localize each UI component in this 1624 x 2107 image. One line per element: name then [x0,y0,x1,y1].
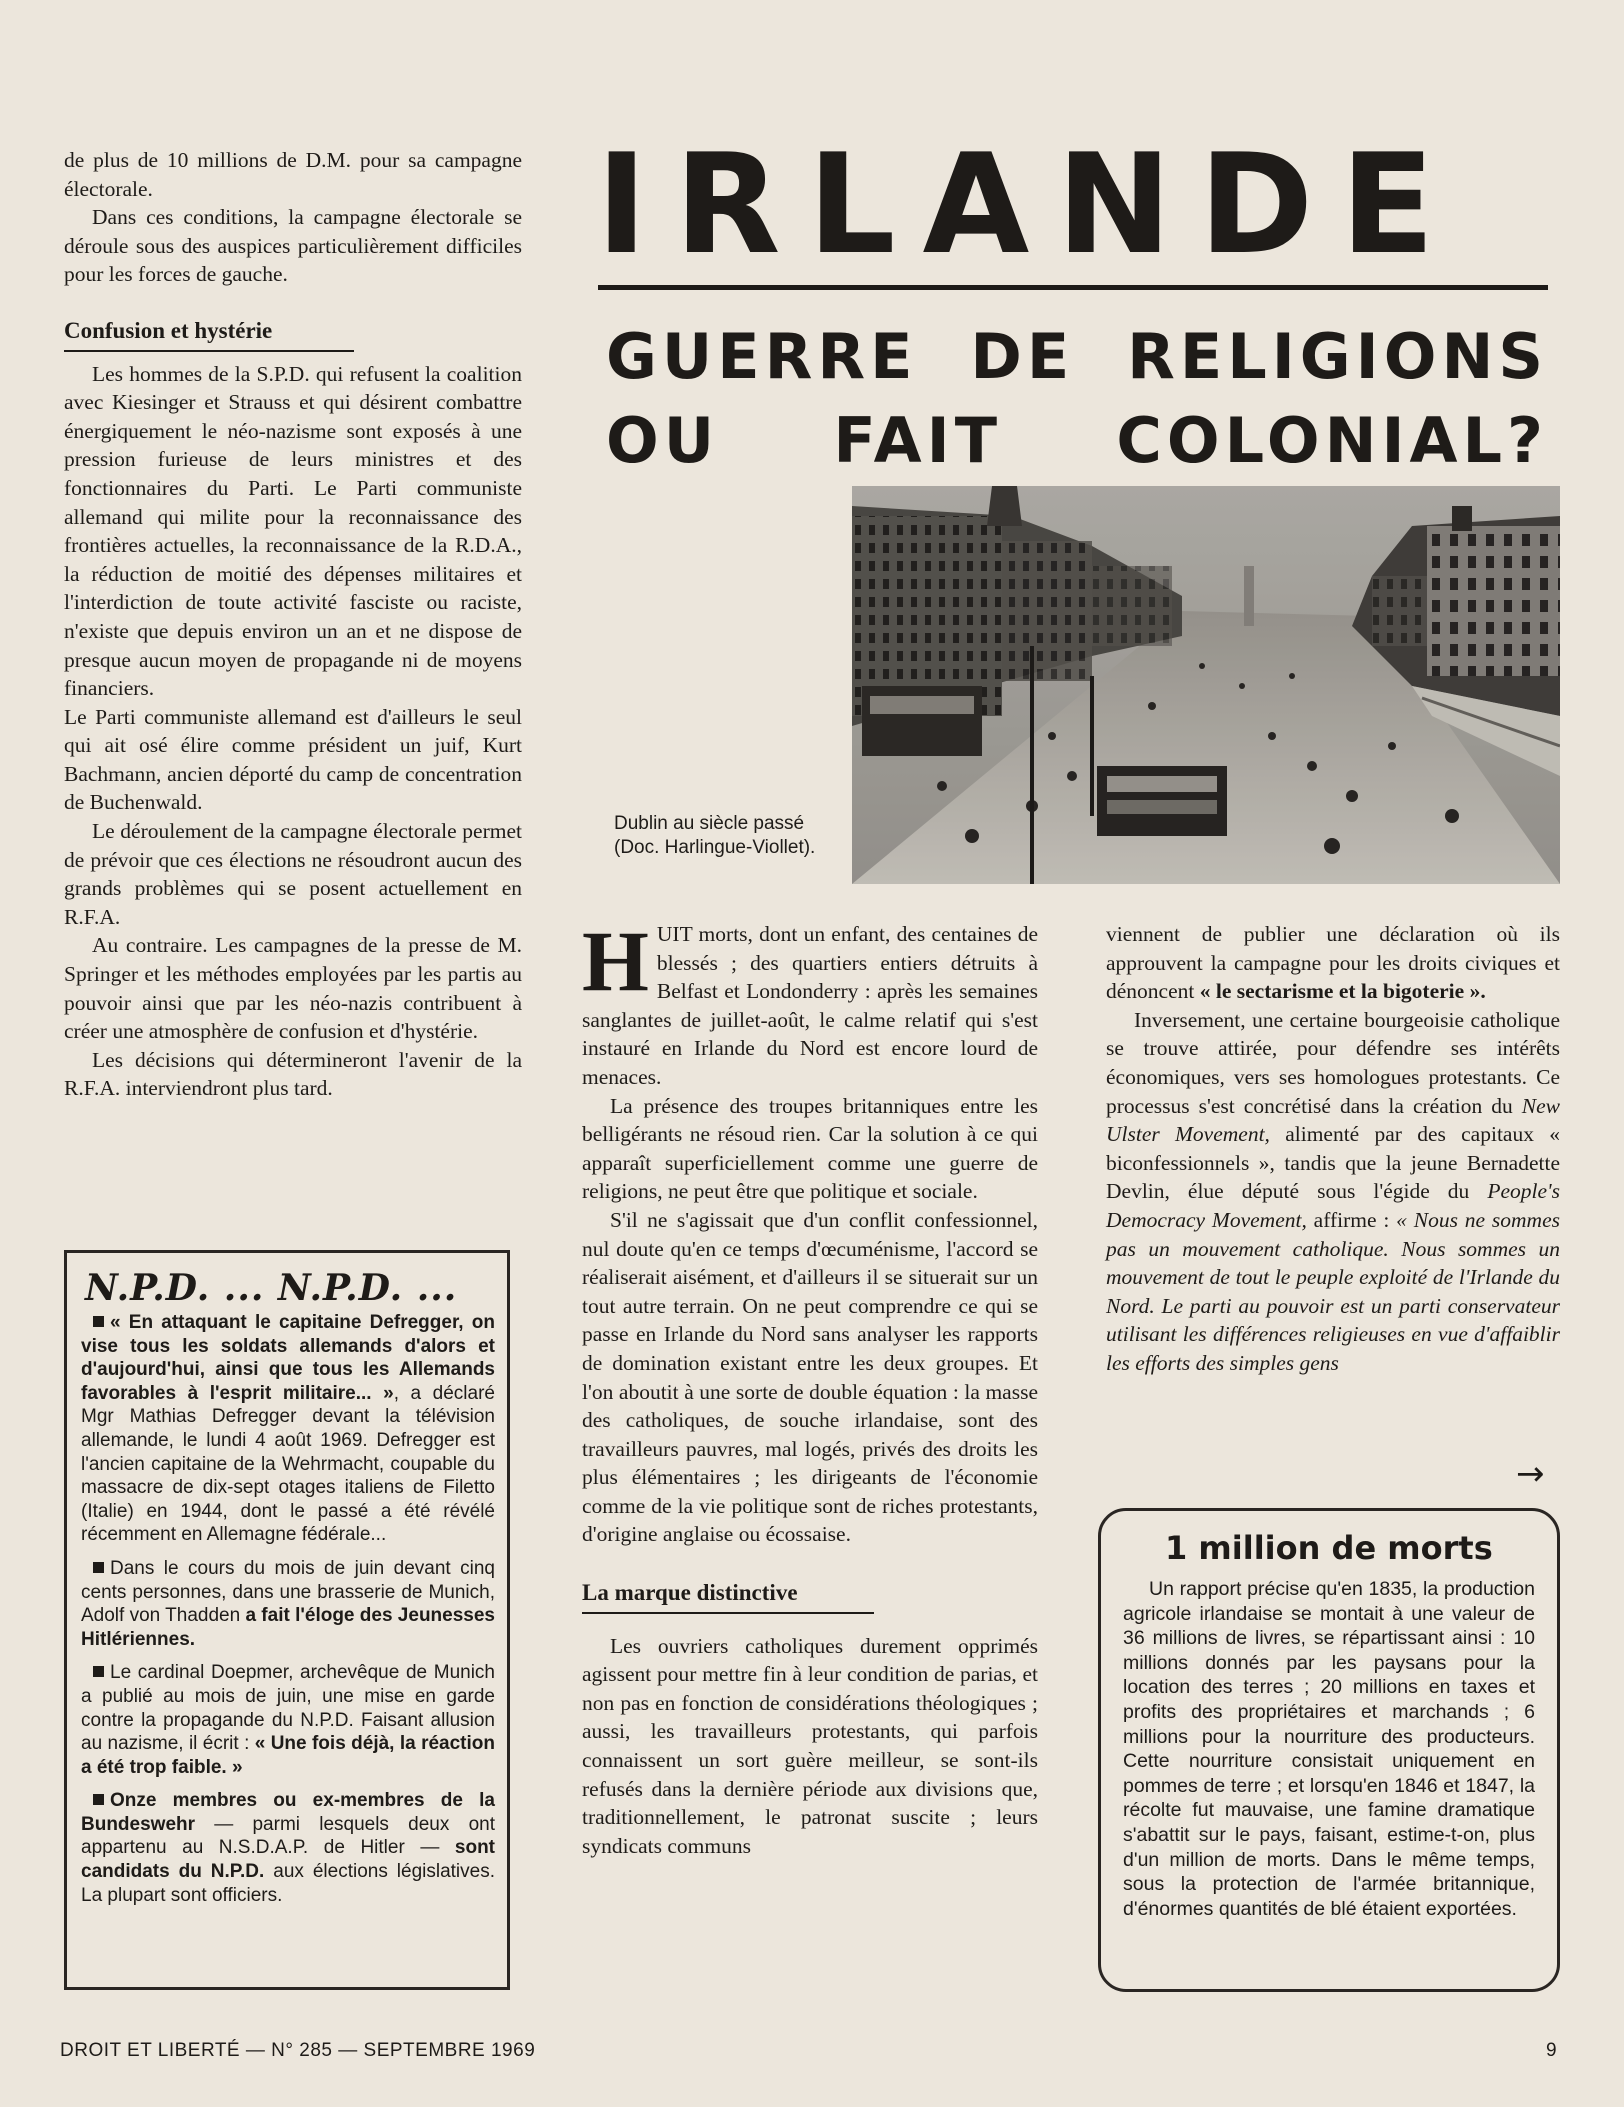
middle-column [582,913,1038,1860]
npd-item-1-text: , a déclaré Mgr Mathias Defregger devant la télévision allemande, le lundi 4 août 1969. Defregger est l'ancien capitaine de la Wehrmacht, coupable du massacre de dix-sept otages italiens de Filetto (Italie) en 1944, dont le passé a été révélé récemment en Allemagne fédérale... [81,1382,495,1546]
npd-item-4-bold-2: sont candidats du N.P.D. [81,1837,495,1883]
right-paragraph-1-bold: « le sectarisme et la bigoterie ». [1199,979,1486,1004]
subtitle-line-1 [606,320,1548,394]
left-paragraph-7: Les décisions qui détermineront l'avenir de la R.F.A. interviendront plus tard. [64,1047,522,1101]
left-column [64,146,522,1103]
subtitle-word: FAIT [833,404,1003,477]
left-paragraph-5: Le déroulement de la campagne électorale permet de prévoir que ces élections ne résoudront aucun des grands problèmes qui se posent actuellement en R.F.A. [64,819,522,929]
footer-publication: DROIT ET LIBERTÉ — N° 285 — SEPTEMBRE 1969 [60,2040,536,2061]
left-paragraph-3: Les hommes de la S.P.D. qui refusent la coalition avec Kiesinger et Strauss et qui désirent combattre énergiquement le néo-nazisme sont exposés à une pression furieuse de leurs ministres et des fonctionnaires du Parti. Le Parti communiste allemand qui milite pour la reconnaissance des frontières actuelles, la reconnaissance de la R.D.A., la réduction de moitié des dépenses militaires et l'interdiction de toute activité fasciste ou raciste, n'existe que depuis environ un an et ne dispose de presque aucun moyen de propagande ni de moyens financiers. [64,361,522,701]
article-title: IRLANDE [596,124,1462,285]
npd-item-1 [81,1311,495,1547]
right-paragraph-2-text-a: Inversement, une certaine bourgeoisie catholique se trouve attirée, pour défendre ses intérêts économiques, vers ses homologues protestants. Ce processus s'est concrétisé dans la création du [1106,1007,1560,1118]
left-paragraph-6: Au contraire. Les campagnes de la presse de M. Springer et les méthodes employées par les partis au pouvoir ainsi que par les néo-nazis contribuent à créer une atmosphère de confusion et d'hystérie. [64,933,522,1044]
npd-item-3-quote: « Une fois déjà, la réaction a été trop faible. » [81,1733,495,1778]
square-bullet-icon [93,1666,104,1677]
subtitle-word: OU [606,404,720,477]
right-paragraph-2-text-c: affirme : [1306,1207,1397,1232]
drop-cap: H [582,913,649,1009]
npd-item-2-text: Dans le cours du mois de juin devant cinq cents personnes, dans une brasserie de Munich, Adolf von Thadden [81,1557,495,1627]
continue-arrow-icon: → [1516,1454,1545,1494]
npd-item-1-quote: « En attaquant le capitaine Defregger, on vise tous les soldats allemands d'alors et d'aujourd'hui, ainsi que tous les Allemands favorables à l'esprit militaire... » [81,1312,495,1404]
npd-item-4-text-2: aux élections législatives. La plupart sont officiers. [81,1861,495,1906]
npd-item-4 [81,1789,495,1907]
left-paragraph-4: Le Parti communiste allemand est d'ailleurs le seul qui ait osé élire comme président un juif, Kurt Bachmann, ancien déporté du camp de concentration de Buchenwald. [64,704,522,815]
npd-item-4-text-1: — parmi lesquels deux ont appartenu au N.S.D.A.P. de Hitler — [81,1813,495,1859]
subtitle-word: COLONIAL? [1116,404,1548,477]
right-paragraph-2 [1106,1006,1560,1378]
dublin-street-photo [852,486,1560,884]
photo-caption: Dublin au siècle passé (Doc. Harlingue-Viollet). [614,813,816,858]
right-paragraph-2-text-b: alimenté par des capitaux « biconfessionnels », tandis que la jeune Bernadette Devlin, élue député sous l'égide du [1106,1122,1560,1204]
right-paragraph-1 [1106,920,1560,1006]
npd-item-2-bold: a fait l'éloge des Jeunesses Hitlériennes. [81,1605,495,1650]
npd-item-2 [81,1557,495,1651]
right-column [1106,920,1560,1378]
middle-paragraph-4: Les ouvriers catholiques durement opprimés agissent pour mettre fin à leur condition de parias, et non pas en fonction de considérations théologiques ; aussi, les travailleurs protestants, qui parfois connaissent un sort guère meilleur, se sont-ils refusés dans la dernière période aux divisions que, traditionnellement, le patronat suscite ; leurs syndicats communs [582,1633,1038,1858]
title-underline-rule [598,285,1548,290]
right-paragraph-2-italic-1: New Ulster Movement, [1106,1093,1560,1147]
right-paragraph-2-quote: « Nous ne sommes pas un mouvement catholique. Nous sommes un mouvement de tout le peuple exploité de l'Irlande du Nord. Le parti au pouvoir est un parti conservateur utilisant les différences religieuses en vue d'affaiblir les efforts des simples gens [1106,1207,1560,1375]
subtitle-word: DE [970,320,1075,393]
npd-box-title: N.P.D. ... N.P.D. ... [85,1267,458,1309]
million-box-text: Un rapport précise qu'en 1835, la production agricole irlandaise se montait à une valeur de 36 millions de livres, se répartissant ainsi : 10 millions donnés par les paysans pour la location des terres ; 20 millions en taxes et profits des propriétaires et marchands ; 6 millions pour la nourriture des producteurs. Cette nourriture consistait uniquement en pommes de terre ; et lorsqu'en 1846 et 1847, la récolte fut mauvaise, une famine dramatique s'abattit sur le pays, faisant, estime-t-on, plus d'un million de morts. Dans le même temps, sous la protection de l'armée britannique, d'énormes quantités de blé étaient exportées. [1123,1578,1535,1920]
npd-item-4-bold-1: Onze membres ou ex-membres de la Bundeswehr [81,1790,495,1835]
middle-paragraph-2: La présence des troupes britanniques entre les belligérants ne résoud rien. Car la solution à ce qui apparaît superficiellement comme une guerre de religions, ne peut être que politique et sociale. [582,1093,1038,1204]
subtitle-word: GUERRE [606,320,918,393]
square-bullet-icon [93,1562,104,1573]
middle-paragraph-1-text: UIT morts, dont un enfant, des centaines de blessés ; des quartiers entiers détruits à Belfast et Londonderry : après les semaines sanglantes de juillet-août, le calme relatif qui s'est instauré en Irlande du Nord est encore lourd de menaces. [582,922,1038,1089]
left-paragraph-2: Dans ces conditions, la campagne électorale se déroule sous des auspices particulièrement difficiles pour les forces de gauche. [64,205,522,287]
subtitle-word: RELIGIONS [1127,320,1548,393]
section-heading-confusion: Confusion et hystérie [64,317,354,352]
right-paragraph-1-text: viennent de publier une déclaration où ils approuvent la campagne pour les droits civiques et dénoncent [1106,922,1560,1004]
photo-illustration [852,486,1560,884]
page-number: 9 [1546,2040,1557,2061]
middle-paragraph-1 [582,913,1038,1092]
npd-item-3 [81,1661,495,1779]
right-paragraph-2-italic-2: People's Democracy Movement, [1106,1179,1560,1232]
square-bullet-icon [93,1794,104,1805]
middle-paragraph-3: S'il ne s'agissait que d'un conflit confessionnel, nul doute qu'en ce temps d'œcuménisme, l'accord se réaliserait aisément, et d'ailleurs il se situerait sur un tout autre terrain. On ne peut comprendre ce qui se passe en Irlande du Nord sans analyser les rapports de domination existant entre les deux groupes. Et l'on aboutit à une sorte de double équation : la masse des catholiques, de souche irlandaise, sont des travailleurs pauvres, mal logés, privés des droits les plus élémentaires ; les dirigeants de l'économie comme de la vie politique sont de riches protestants, d'origine anglaise ou écossaise. [582,1207,1038,1547]
npd-sidebar-box [64,1250,510,1990]
million-box-title: 1 million de morts [1165,1529,1493,1567]
square-bullet-icon [93,1316,104,1327]
section-heading-marque: La marque distinctive [582,1579,874,1614]
subtitle-line-2 [606,404,1548,478]
million-deaths-box [1098,1508,1560,1992]
npd-item-3-text: Le cardinal Doepmer, archevêque de Munich a publié au mois de juin, une mise en garde contre la propagande du N.P.D. Faisant allusion au nazisme, il écrit : [81,1662,495,1755]
left-paragraph-1: de plus de 10 millions de D.M. pour sa campagne électorale. [64,148,522,201]
